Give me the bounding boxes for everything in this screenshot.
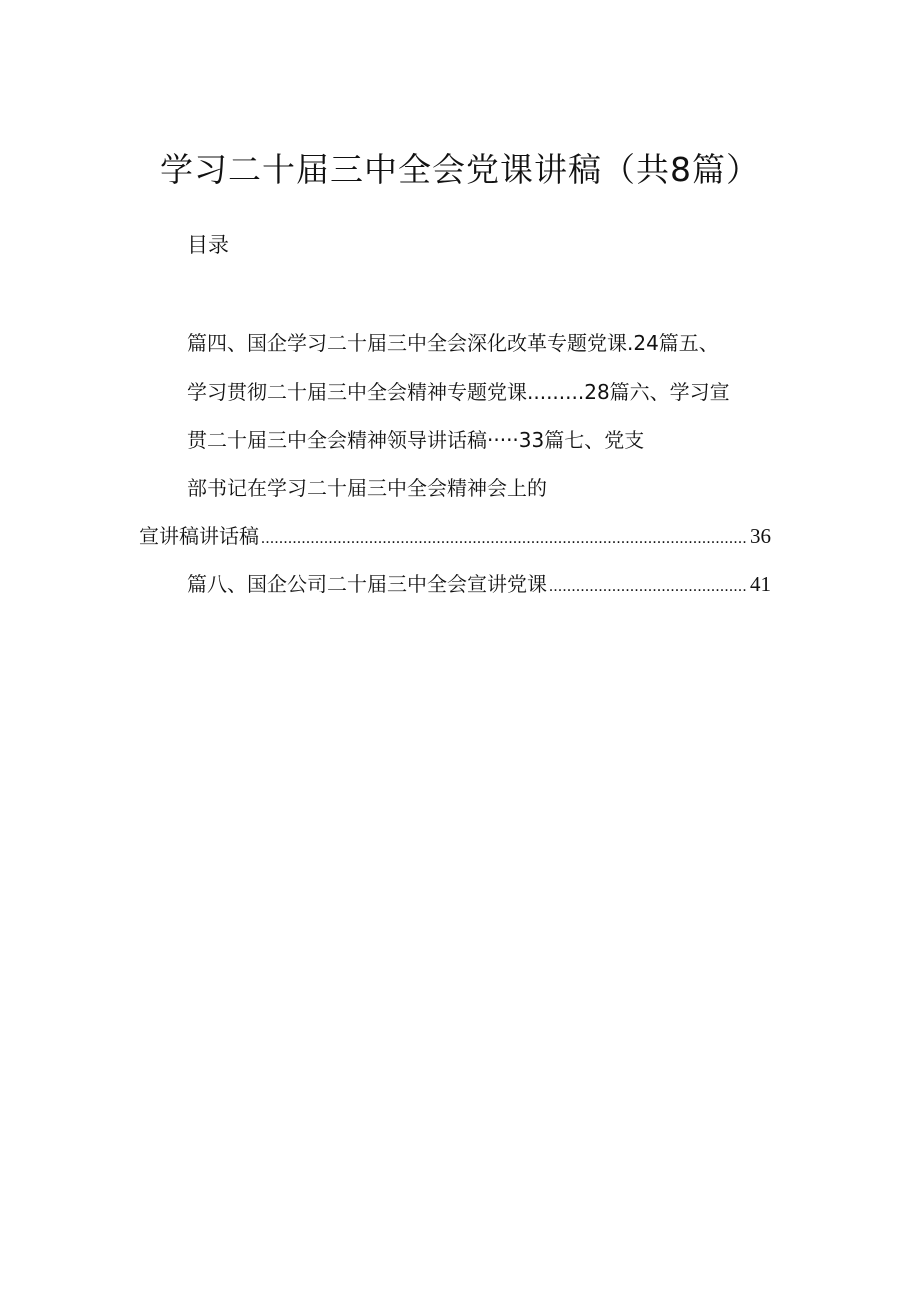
document-title: 学习二十届三中全会党课讲稿（共8篇） (160, 150, 760, 189)
toc-entry-title: 篇八、国企公司二十届三中全会宣讲党课 (187, 572, 547, 596)
toc-entry (187, 569, 771, 602)
toc-dot-leader (261, 524, 748, 554)
toc-line: 篇四、国企学习二十届三中全会深化改革专题党课.24篇五、 (187, 331, 719, 355)
toc-line: 部书记在学习二十届三中全会精神会上的 (187, 476, 547, 500)
toc-dot-leader (549, 572, 748, 602)
toc-entry (139, 521, 771, 554)
toc-page-number: 41 (750, 572, 771, 596)
toc-line: 贯二十届三中全会精神领导讲话稿·····33篇七、党支 (187, 428, 645, 452)
toc-page-number: 36 (750, 524, 771, 548)
toc-entry-title: 宣讲稿讲话稿 (139, 524, 259, 548)
toc-line: 学习贯彻二十届三中全会精神专题党课.........28篇六、学习宣 (187, 380, 730, 404)
toc-heading: 目录 (187, 233, 229, 257)
